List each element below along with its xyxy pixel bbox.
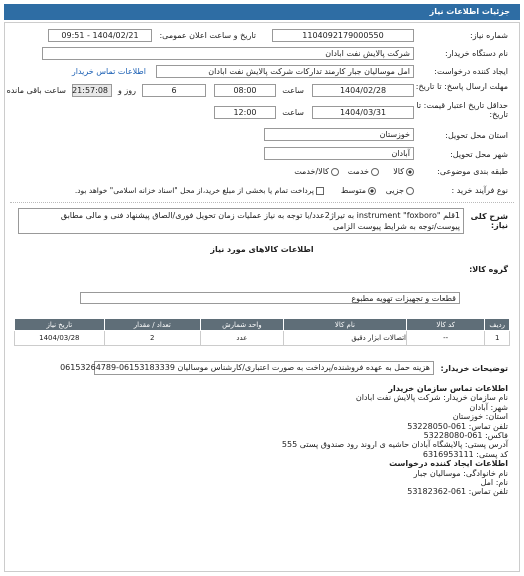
contact-fax: فاکس: 061-53228080 — [423, 431, 508, 441]
creator-label: ایجاد کننده درخواست: — [434, 67, 508, 76]
cell-date: 1404/03/28 — [15, 331, 105, 346]
contact-city: شهر: آبادان — [469, 402, 508, 412]
province-label: استان محل تحویل: — [445, 131, 508, 140]
summary-line-1: 1قلم "instrument "foxboro به تیراژ2عدد/با توجه به نیاز عملیات زمان تحویل فوری/الصاق پیشنهاد فنی و مالی مطابق — [60, 211, 460, 220]
days-label: روز و — [118, 86, 136, 95]
goods-table-header — [15, 319, 510, 331]
goods-table — [14, 318, 510, 346]
category-goods-option[interactable]: کالا — [393, 167, 414, 176]
radio-selected-icon[interactable] — [406, 168, 414, 176]
radio-icon[interactable] — [371, 168, 379, 176]
city-field: آبادان — [264, 147, 414, 160]
buyer-contact-link[interactable]: اطلاعات تماس خریدار — [71, 67, 146, 76]
goods-group-field: قطعات و تجهیزات تهویه مطبوع — [80, 292, 460, 304]
contact-province: استان: خوزستان — [452, 412, 508, 422]
deadline-time-label: ساعت — [282, 86, 304, 95]
summary-box — [18, 208, 464, 234]
col-code: کد کالا — [406, 319, 484, 331]
buyer-label: نام دستگاه خریدار: — [445, 49, 508, 58]
announce-field: 1404/02/21 - 09:51 — [48, 29, 152, 42]
validity-date-field: 1404/03/31 — [312, 106, 414, 119]
col-date: تاریخ نیاز — [15, 319, 105, 331]
deadline-label: مهلت ارسال پاسخ: تا تاریخ: — [415, 82, 508, 91]
contact-phone: تلفن تماس: 061-53228050 — [407, 421, 508, 431]
remaining-label: ساعت باقی مانده — [6, 86, 66, 95]
need-number-label: شماره نیاز: — [470, 31, 508, 40]
category-both-option[interactable]: کالا/خدمت — [294, 167, 339, 176]
col-row: ردیف — [485, 319, 510, 331]
cell-row: 1 — [485, 331, 510, 346]
page-header: جزئیات اطلاعات نیاز — [4, 4, 520, 20]
buyer-notes-box: هزینه حمل به عهده فروشنده/پرداخت به صورت اعتباری/کارشناس موسالیان 06153183339-06153264789 — [94, 361, 434, 375]
deadline-date-field: 1404/02/28 — [312, 84, 414, 97]
cell-name: اتصالات ابزار دقیق — [283, 331, 406, 346]
treasury-payment-option[interactable]: پرداخت تمام یا بخشی از مبلغ خرید،از محل "اسناد خزانه اسلامی" خواهد بود. — [75, 186, 324, 195]
creator-lastname: نام خانوادگی: موسالیان جبار — [413, 468, 508, 478]
category-label: طبقه بندی موضوعی: — [437, 167, 508, 176]
validity-label: حداقل تاریخ اعتبار قیمت: تا تاریخ: — [416, 101, 508, 119]
contact-section — [18, 384, 508, 497]
deadline-time-field: 08:00 — [214, 84, 276, 97]
process-partial-option[interactable]: جزیی — [386, 186, 414, 195]
divider — [10, 202, 514, 203]
need-number-field: 1104092179000550 — [272, 29, 414, 42]
contact-address: آدرس پستی: پالایشگاه آبادان حاشیه ی اروند رود صندوق پستی 555 — [281, 440, 508, 450]
cell-unit: عدد — [200, 331, 283, 346]
contact-title: اطلاعات تماس سازمان خریدار — [388, 384, 508, 393]
process-medium-option[interactable]: متوسط — [341, 186, 376, 195]
radio-icon[interactable] — [406, 187, 414, 195]
radio-selected-icon[interactable] — [368, 187, 376, 195]
col-unit: واحد شمارش — [200, 319, 283, 331]
creator-info-title: اطلاعات ایجاد کننده درخواست — [389, 459, 508, 469]
cell-code: -- — [406, 331, 484, 346]
creator-field: امل موسالیان جبار کارمند تدارکات شرکت پالایش نفت ابادان — [156, 65, 414, 78]
summary-line-2: پیوست/توجه به شرایط پیوست الزامی — [332, 222, 460, 231]
days-field: 6 — [142, 84, 206, 97]
remaining-time-field: 21:57:08 — [72, 84, 112, 97]
checkbox-icon[interactable] — [316, 187, 324, 195]
table-row — [15, 331, 510, 346]
col-name: نام کالا — [283, 319, 406, 331]
creator-phone: تلفن تماس: 061-53182362 — [407, 487, 508, 497]
city-label: شهر محل تحویل: — [450, 150, 508, 159]
announce-label: تاریخ و ساعت اعلان عمومی: — [159, 31, 256, 40]
creator-firstname: نام: امل — [480, 478, 508, 488]
summary-label: شرح کلی نیاز: — [470, 212, 508, 230]
category-service-option[interactable]: خدمت — [348, 167, 379, 176]
validity-time-label: ساعت — [282, 108, 304, 117]
validity-time-field: 12:00 — [214, 106, 276, 119]
contact-postal-code: کد پستی: 6316953111 — [422, 449, 508, 459]
contact-org: نام سازمان خریدار: شرکت پالایش نفت ابادان — [355, 393, 508, 403]
cell-qty: 2 — [104, 331, 200, 346]
province-field: خوزستان — [264, 128, 414, 141]
radio-icon[interactable] — [331, 168, 339, 176]
goods-group-label: گروه کالا: — [469, 265, 508, 274]
buyer-field: شرکت پالایش نفت ابادان — [42, 47, 414, 60]
col-qty: تعداد / مقدار — [104, 319, 200, 331]
process-label: نوع فرآیند خرید : — [451, 186, 508, 195]
goods-section-title: اطلاعات کالاهای مورد نیاز — [210, 245, 314, 254]
buyer-notes-label: توضیحات خریدار: — [440, 364, 508, 373]
